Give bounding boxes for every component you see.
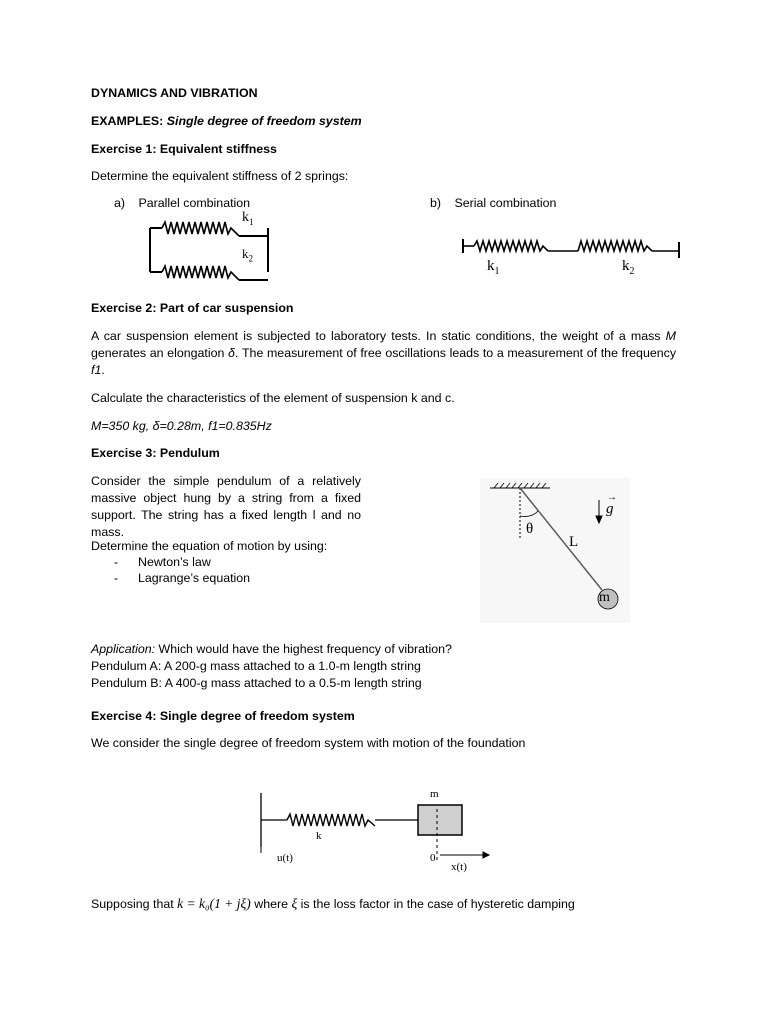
label-theta: θ: [526, 521, 534, 537]
exercise-4-heading: Exercise 4: Single degree of freedom system: [91, 709, 355, 723]
examples-label: EXAMPLES:: [91, 114, 164, 128]
document-title: DYNAMICS AND VIBRATION: [91, 86, 258, 100]
label-k2-parallel: $k_2$: [242, 246, 253, 264]
pendulum-a: Pendulum A: A 200-g mass attached to a 1.0-m length string: [91, 659, 421, 673]
parallel-springs-figure: [140, 210, 280, 285]
exercise-4-paragraph: We consider the single degree of freedom system with motion of the foundation: [91, 736, 526, 750]
part-b-marker: b): [430, 196, 442, 210]
mass-block: [418, 805, 462, 835]
label-u-t: u(t): [277, 852, 293, 864]
part-a-marker: a): [114, 196, 126, 210]
exercise-2-heading: Exercise 2: Part of car suspension: [91, 301, 294, 315]
label-zero: 0: [430, 852, 436, 864]
exercise-2-paragraph: A car suspension element is subjected to laboratory tests. In static conditions, the weight of a mass M generates an elongation δ. The measurement of free oscillations leads to a measurement of the frequency f1.: [91, 329, 677, 377]
bullet-lagrange: - Lagrange’s equation: [114, 571, 251, 585]
pendulum-b: Pendulum B: A 400-g mass attached to a 0.5-m length string: [91, 676, 422, 690]
stiffness-equation: k = k₀(1 + jξ): [177, 896, 251, 911]
bullet-newton: - Newton’s law: [114, 555, 211, 569]
examples-subtitle: Single degree of freedom system: [166, 114, 362, 128]
label-k2-serial: $k_2$: [622, 258, 635, 277]
label-m-pendulum: m: [599, 590, 610, 605]
part-b-text: Serial combination: [454, 196, 557, 210]
spring-k2: [162, 266, 239, 280]
label-m-sdof: m: [430, 788, 439, 800]
exercise-1-prompt: Determine the equivalent stiffness of 2 springs:: [91, 169, 349, 183]
examples-line: [91, 114, 362, 128]
spring-k1-serial: [474, 241, 548, 251]
hysteretic-damping-line: Supposing that k = k₀(1 + jξ) where ξ is the loss factor in the case of hysteretic damping: [91, 896, 575, 911]
spring-k2-serial: [578, 241, 652, 251]
label-k1-serial: $k_1$: [487, 258, 500, 277]
spring-k: [287, 814, 375, 826]
exercise-3-method-prompt: Determine the equation of motion by using:: [91, 539, 328, 553]
label-x-t: x(t): [451, 861, 467, 873]
part-a-text: Parallel combination: [138, 196, 251, 210]
label-k-sdof: k: [316, 830, 322, 842]
part-a-label: [114, 196, 250, 210]
spring-k1: [162, 222, 239, 236]
exercise-3-heading: Exercise 3: Pendulum: [91, 446, 220, 460]
part-b-label: [430, 196, 556, 210]
label-L: L: [569, 534, 579, 550]
label-g: → g: [606, 492, 617, 517]
application-line: Application: Which would have the highest frequency of vibration?: [91, 642, 452, 656]
exercise-1-heading: Exercise 1: Equivalent stiffness: [91, 142, 277, 156]
label-k1-parallel: $k_1$: [242, 210, 254, 227]
exercise-2-task: Calculate the characteristics of the element of suspension k and c.: [91, 391, 455, 405]
exercise-2-values: M=350 kg, δ=0.28m, f1=0.835Hz: [91, 419, 272, 433]
exercise-3-paragraph: Consider the simple pendulum of a relatively massive object hung by a string from a fixed support. The string has a fixed length l and no mass.: [91, 474, 361, 539]
